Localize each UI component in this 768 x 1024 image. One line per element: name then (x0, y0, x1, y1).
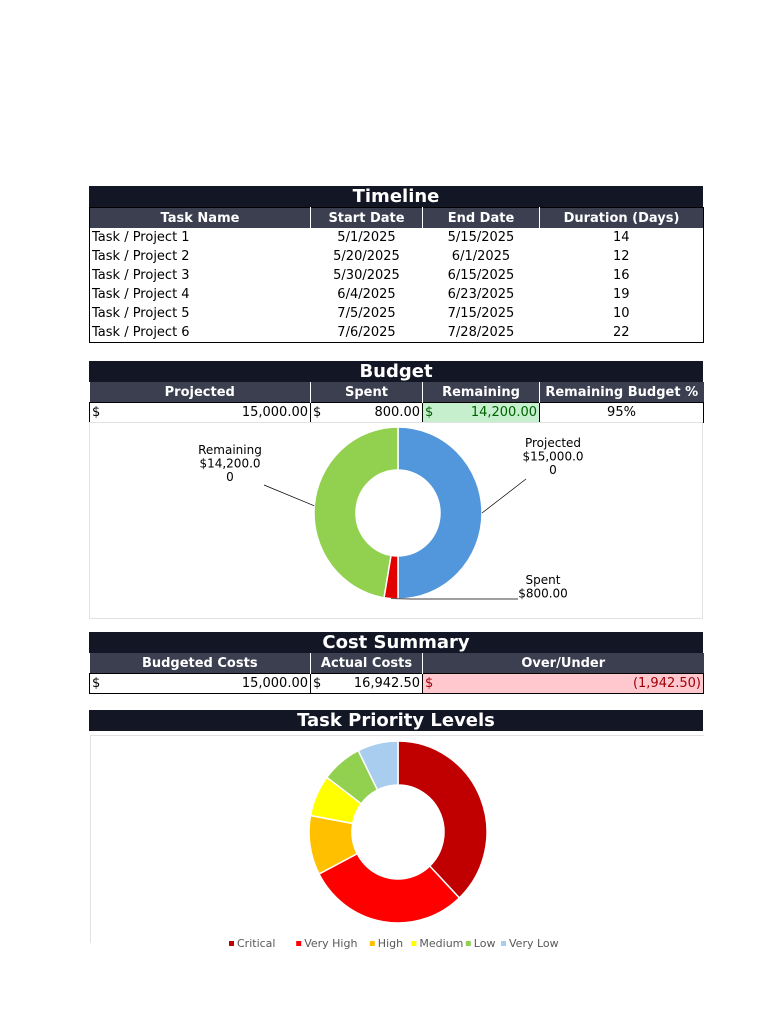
col-duration: Duration (Days) (540, 208, 704, 229)
end-date-cell[interactable]: 7/15/2025 (447, 306, 515, 321)
slice-critical[interactable] (398, 741, 487, 898)
table-row (90, 247, 704, 266)
svg-text:Medium: Medium (419, 937, 464, 950)
task-name-cell[interactable]: Task / Project 2 (92, 249, 190, 264)
col-start-date: Start Date (311, 208, 423, 229)
duration-cell[interactable]: 10 (612, 306, 630, 321)
budget-table (89, 382, 704, 423)
end-date-cell[interactable]: 5/15/2025 (447, 230, 515, 245)
over-under-value: (1,942.50) (632, 676, 701, 691)
budget-section (89, 361, 703, 423)
task-name-cell[interactable]: Task / Project 3 (92, 268, 190, 283)
start-date-cell[interactable]: 5/20/2025 (333, 249, 400, 264)
data-label-remaining: Remaining $14,200.0 0 (198, 443, 262, 484)
actual-cell[interactable] (311, 674, 423, 694)
spent-cell[interactable] (311, 403, 423, 423)
slice-projected[interactable] (398, 427, 482, 599)
svg-text:Very Low: Very Low (509, 937, 559, 950)
budget-chart[interactable] (89, 422, 703, 619)
cost-summary-table (89, 653, 704, 694)
legend-item-critical (229, 937, 275, 950)
col-spent: Spent (311, 382, 423, 403)
end-date-cell[interactable]: 6/1/2025 (451, 249, 511, 264)
legend-item-very-high (296, 937, 357, 950)
legend-item-high (370, 937, 403, 950)
remaining-cell[interactable] (423, 403, 540, 423)
priority-donut-chart (91, 736, 704, 950)
table-row (90, 304, 704, 323)
table-row (90, 285, 704, 304)
cost-summary-title: Cost Summary (89, 632, 703, 653)
currency-symbol: $ (92, 676, 101, 691)
budgeted-value: 15,000.00 (241, 676, 308, 691)
start-date-cell[interactable]: 6/4/2025 (337, 287, 396, 302)
legend-item-very-low (501, 937, 559, 950)
priority-chart[interactable] (90, 735, 704, 950)
col-remaining: Remaining (423, 382, 540, 403)
priority-section (89, 710, 703, 731)
budget-title: Budget (89, 361, 703, 382)
budget-donut-chart (90, 423, 702, 618)
col-actual-costs: Actual Costs (311, 653, 423, 674)
col-budgeted-costs: Budgeted Costs (90, 653, 311, 674)
duration-cell[interactable]: 19 (612, 287, 630, 302)
slice-remaining[interactable] (314, 427, 398, 598)
table-row (90, 323, 704, 343)
data-label-projected: Projected $15,000.0 0 (522, 436, 584, 477)
col-task-name: Task Name (90, 208, 311, 229)
timeline-section (89, 186, 703, 343)
leader-line (264, 485, 314, 506)
currency-symbol: $ (313, 405, 322, 420)
budgeted-cell[interactable] (90, 674, 311, 694)
currency-symbol: $ (425, 405, 434, 420)
actual-value: 16,942.50 (353, 676, 420, 691)
priority-title: Task Priority Levels (89, 710, 703, 731)
leader-line (482, 479, 526, 513)
currency-symbol: $ (313, 676, 322, 691)
cost-summary-section (89, 632, 703, 694)
duration-cell[interactable]: 22 (612, 325, 630, 340)
svg-text:Very High: Very High (304, 937, 358, 950)
col-end-date: End Date (423, 208, 540, 229)
over-under-cell[interactable] (423, 674, 704, 694)
table-row (90, 228, 704, 247)
projected-cell[interactable] (90, 403, 311, 423)
svg-text:Low: Low (473, 937, 496, 950)
start-date-cell[interactable]: 5/30/2025 (333, 268, 400, 283)
svg-text:Critical: Critical (237, 937, 276, 950)
col-projected: Projected (90, 382, 311, 403)
task-name-cell[interactable]: Task / Project 4 (92, 287, 190, 302)
task-name-cell[interactable]: Task / Project 5 (92, 306, 190, 321)
end-date-cell[interactable]: 6/15/2025 (447, 268, 515, 283)
legend-item-low (466, 937, 496, 950)
table-row (90, 266, 704, 285)
duration-cell[interactable]: 16 (612, 268, 630, 283)
task-name-cell[interactable]: Task / Project 1 (92, 230, 190, 245)
duration-cell[interactable]: 14 (612, 230, 630, 245)
duration-cell[interactable]: 12 (612, 249, 630, 264)
currency-symbol: $ (425, 676, 434, 691)
timeline-table (89, 207, 704, 343)
col-over-under: Over/Under (423, 653, 704, 674)
task-name-cell[interactable]: Task / Project 6 (92, 325, 190, 340)
currency-symbol: $ (92, 405, 101, 420)
projected-value: 15,000.00 (241, 405, 308, 420)
legend-item-medium (411, 937, 463, 950)
start-date-cell[interactable]: 7/5/2025 (337, 306, 396, 321)
spent-value: 800.00 (374, 405, 420, 420)
remaining-pct-cell[interactable]: 95% (540, 403, 704, 423)
end-date-cell[interactable]: 7/28/2025 (447, 325, 515, 340)
svg-text:High: High (377, 937, 404, 950)
timeline-title: Timeline (89, 186, 703, 207)
end-date-cell[interactable]: 6/23/2025 (447, 287, 515, 302)
col-remaining-pct: Remaining Budget % (540, 382, 704, 403)
start-date-cell[interactable]: 5/1/2025 (337, 230, 396, 245)
data-label-spent: Spent $800.00 (518, 573, 568, 601)
remaining-value: 14,200.00 (470, 405, 537, 420)
start-date-cell[interactable]: 7/6/2025 (337, 325, 396, 340)
